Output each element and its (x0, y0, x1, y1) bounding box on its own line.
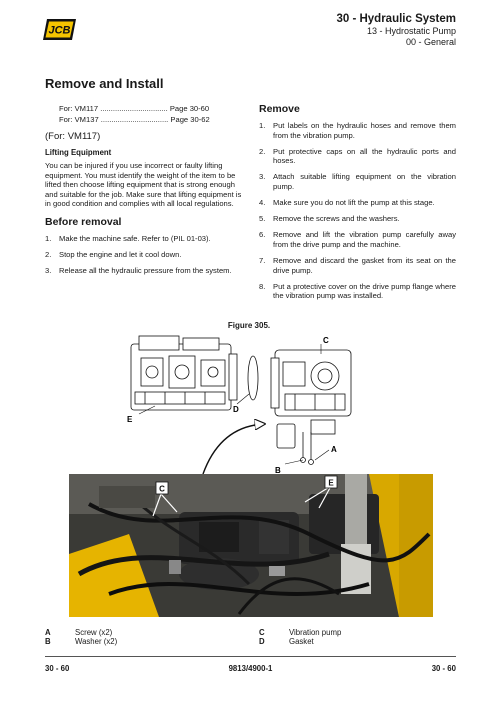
callout-b: B (275, 466, 281, 474)
legend-row: C Vibration pump (259, 628, 342, 637)
ref-row (45, 114, 242, 125)
right-column (259, 103, 456, 307)
callout-e: E (127, 415, 133, 424)
page-header (336, 12, 456, 48)
section-title: 00 - General (405, 37, 456, 47)
callout-a: A (331, 445, 337, 454)
callout-c: C (323, 336, 329, 345)
photo-callout-e: E (328, 478, 334, 488)
legend-row: D Gasket (259, 637, 314, 646)
lifting-warning: You can be injured if you use incorrect or faulty lifting equipment. You must identify the weight of the item to be lifted then choose lifting equipment that is strong enough and suitable for the job. Make sure that lifting equipment is in good condition and complies with all local regulations. (45, 161, 242, 209)
before-removal-heading: Before removal (45, 215, 122, 228)
footer-doc-number: 9813/4900-1 (228, 664, 273, 673)
legend-row: A Screw (x2) (45, 628, 113, 637)
remove-list (259, 121, 456, 301)
system-title: 30 - Hydraulic System (336, 13, 456, 25)
model-note: (For: VM117) (45, 131, 101, 142)
list-item: 2. Put protective caps on all the hydraulic ports and hoses. (259, 146, 456, 166)
list-item: 7. Remove and discard the gasket from its seat on the drive pump. (259, 255, 456, 275)
legend-left (45, 628, 117, 646)
legend-right (259, 628, 341, 646)
photo-callout-c: C (159, 484, 165, 494)
list-item: 1. Put labels on the hydraulic hoses and remove them from the vibration pump. (259, 121, 456, 140)
left-column (45, 103, 242, 282)
vibration-pump-drawing (271, 350, 351, 465)
list-item: 2. Stop the engine and let it cool down. (45, 250, 182, 260)
list-item: 5. Remove the screws and the washers. (259, 214, 400, 224)
svg-text:JCB: JCB (48, 24, 71, 37)
ref-label: For: VM137 ................................ (59, 115, 169, 124)
ref-page-link[interactable]: Page 30-62 (170, 115, 210, 124)
list-item: 3. Release all the hydraulic pressure from the system. (45, 266, 232, 276)
page-title: Remove and Install (45, 76, 164, 91)
page-footer (45, 656, 456, 673)
list-item: 1. Make the machine safe. Refer to (PIL 01-03). (45, 233, 211, 243)
list-item: 4. Make sure you do not lift the pump at this stage. (259, 198, 435, 208)
ref-page-link[interactable]: Page 30-60 (169, 104, 210, 113)
pump-exploded-diagram (125, 332, 360, 474)
figure-caption: Figure 305. (227, 321, 271, 330)
machine-photo (69, 474, 433, 617)
remove-heading: Remove (259, 103, 300, 115)
subsystem-title: 13 - Hydrostatic Pump (366, 26, 456, 36)
list-item: 3. Attach suitable lifting equipment on the vibration pump. (259, 172, 456, 191)
ref-row (45, 103, 242, 114)
legend-row: B Washer (x2) (45, 637, 118, 646)
lifting-heading: Lifting Equipment (45, 148, 112, 157)
jcb-logo (42, 16, 78, 43)
pointer-arrow (203, 424, 263, 474)
list-item: 6. Remove and lift the vibration pump carefully away from the drive pump and the machine. (259, 230, 456, 249)
footer-page-right: 30 - 60 (431, 664, 456, 673)
ref-label: For: VM117 ................................ (59, 104, 168, 113)
list-item: 8. Put a protective cover on the drive pump flange where the vibration pump was installed. (259, 281, 456, 301)
drive-pump-drawing (131, 336, 258, 410)
footer-page-left: 30 - 60 (45, 664, 70, 673)
before-removal-list (45, 234, 242, 276)
callout-d: D (233, 405, 239, 414)
